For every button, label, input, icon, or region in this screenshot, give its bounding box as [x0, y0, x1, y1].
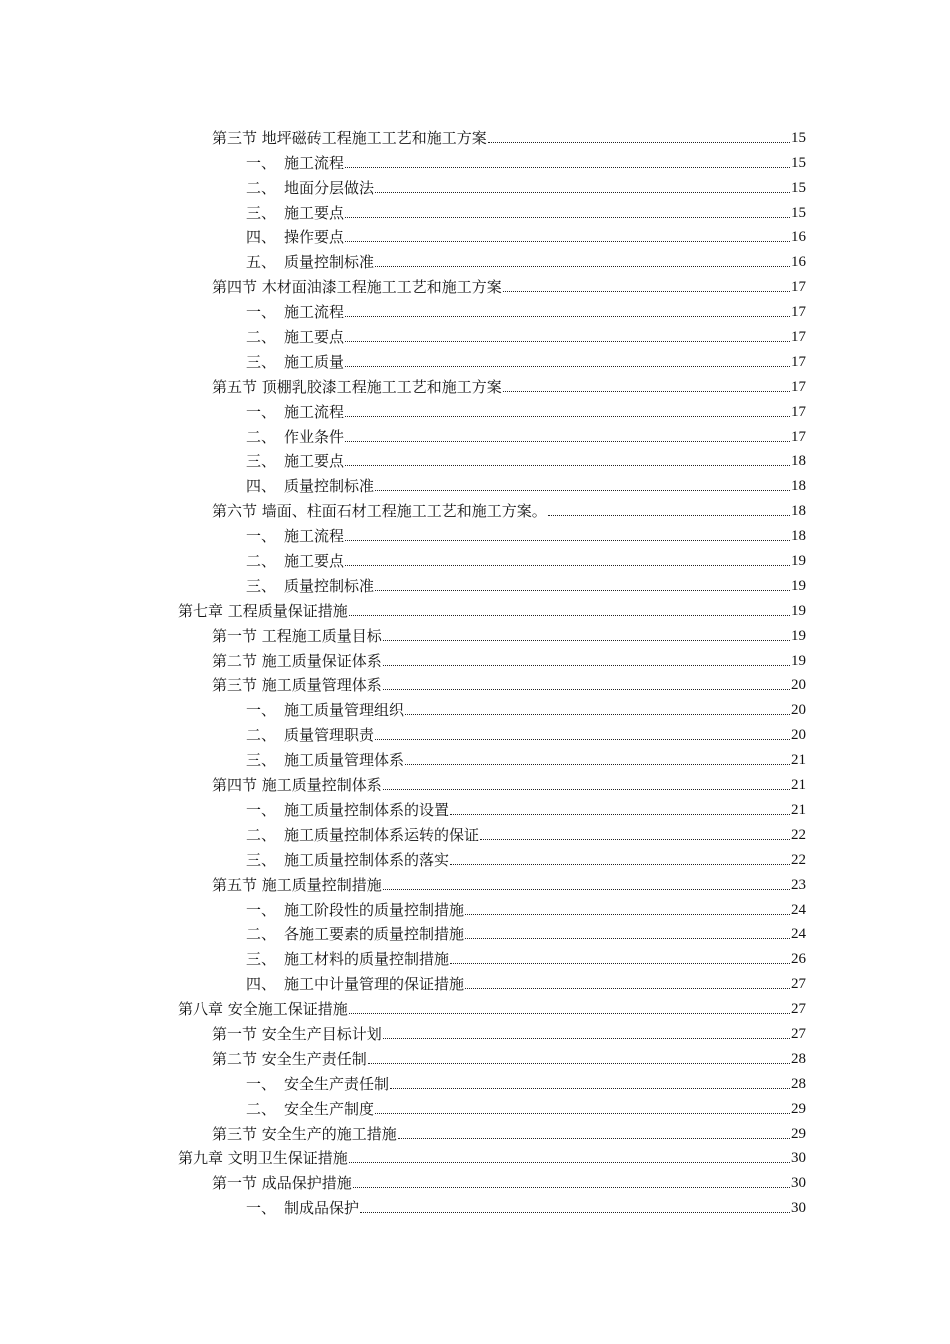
- toc-dot-leader: [375, 266, 790, 267]
- toc-entry-number: 三、: [246, 850, 277, 869]
- toc-entry-line: [212, 1025, 806, 1043]
- toc-entry-title: 施工质量: [284, 352, 345, 371]
- toc-entry-line: [246, 1075, 806, 1093]
- toc-entry-title: 安全生产目标计划: [261, 1024, 382, 1043]
- toc-dot-leader: [375, 739, 790, 740]
- toc-dot-leader: [345, 217, 790, 218]
- toc-entry-title: 施工质量控制体系运转的保证: [284, 825, 480, 844]
- toc-entry-number: 第二节: [212, 1049, 262, 1068]
- toc-entry[interactable]: [0, 124, 950, 149]
- toc-dot-leader: [465, 988, 790, 989]
- toc-entry[interactable]: [0, 970, 950, 995]
- toc-entry[interactable]: [0, 497, 950, 522]
- toc-entry-line: [246, 801, 806, 819]
- toc-entry-line: [178, 1000, 806, 1018]
- toc-entry-page-number: 28: [791, 1050, 806, 1067]
- toc-entry-line: [246, 851, 806, 869]
- toc-entry-number: 一、: [246, 1199, 277, 1218]
- toc-entry-title: 地坪磁砖工程施工工艺和施工方案: [261, 128, 487, 147]
- toc-entry-line: [212, 278, 806, 296]
- toc-entry-page-number: 19: [791, 652, 806, 669]
- toc-entry-line: [178, 602, 806, 620]
- toc-entry[interactable]: [0, 1020, 950, 1045]
- toc-entry-page-number: 15: [791, 179, 806, 196]
- toc-entry-number: 二、: [246, 178, 277, 197]
- toc-entry-line: [212, 627, 806, 645]
- toc-dot-leader: [345, 565, 790, 566]
- toc-entry-line: [178, 1149, 806, 1167]
- toc-entry[interactable]: [0, 547, 950, 572]
- toc-entry-title: 施工质量控制体系的落实: [284, 850, 450, 869]
- toc-entry[interactable]: [0, 398, 950, 423]
- toc-entry[interactable]: [0, 846, 950, 871]
- toc-dot-leader: [398, 1138, 790, 1139]
- toc-entry-line: [246, 403, 806, 421]
- toc-entry-number: 二、: [246, 925, 277, 944]
- toc-entry-page-number: 29: [791, 1100, 806, 1117]
- toc-entry-title: 地面分层做法: [284, 178, 375, 197]
- toc-entry-number: 四、: [246, 228, 277, 247]
- toc-entry-number: 二、: [246, 552, 277, 571]
- toc-entry-title: 安全生产的施工措施: [261, 1124, 397, 1143]
- toc-entry-page-number: 19: [791, 627, 806, 644]
- toc-entry-number: 第三节: [212, 1124, 262, 1143]
- toc-entry-line: [246, 975, 806, 993]
- toc-entry[interactable]: [0, 672, 950, 697]
- toc-entry[interactable]: [0, 1045, 950, 1070]
- toc-dot-leader: [349, 615, 790, 616]
- toc-entry-number: 第三节: [212, 128, 262, 147]
- toc-entry-line: [212, 129, 806, 147]
- toc-entry-title: 木材面油漆工程施工工艺和施工方案: [261, 278, 502, 297]
- toc-entry-page-number: 18: [791, 478, 806, 495]
- toc-entry[interactable]: [0, 472, 950, 497]
- toc-entry-title: 操作要点: [284, 228, 345, 247]
- toc-entry-page-number: 17: [791, 403, 806, 420]
- toc-dot-leader: [480, 839, 790, 840]
- toc-entry-number: 第六节: [212, 502, 262, 521]
- toc-entry-page-number: 27: [791, 976, 806, 993]
- toc-dot-leader: [390, 1088, 790, 1089]
- toc-entry-line: [246, 477, 806, 495]
- toc-entry[interactable]: [0, 1169, 950, 1194]
- toc-entry-line: [212, 876, 806, 894]
- toc-entry[interactable]: [0, 771, 950, 796]
- toc-entry-number: 第三节: [212, 676, 262, 695]
- toc-entry-page-number: 15: [791, 129, 806, 146]
- toc-entry-number: 第一节: [212, 1024, 262, 1043]
- toc-entry-page-number: 17: [791, 353, 806, 370]
- toc-entry-title: 安全生产制度: [284, 1099, 375, 1118]
- toc-entry-title: 施工质量管理体系: [261, 676, 382, 695]
- toc-entry[interactable]: [0, 1120, 950, 1145]
- toc-entry-title: 施工流程: [284, 527, 345, 546]
- toc-entry-page-number: 26: [791, 951, 806, 968]
- toc-entry-number: 第一节: [212, 626, 262, 645]
- toc-dot-leader: [360, 1212, 790, 1213]
- toc-entry[interactable]: [0, 796, 950, 821]
- toc-entry[interactable]: [0, 721, 950, 746]
- toc-entry-title: 施工要点: [284, 552, 345, 571]
- toc-entry[interactable]: [0, 522, 950, 547]
- toc-entry-title: 施工质量控制体系: [261, 776, 382, 795]
- toc-entry-title: 质量控制标准: [284, 253, 375, 272]
- toc-entry-number: 一、: [246, 303, 277, 322]
- toc-dot-leader: [375, 490, 790, 491]
- toc-entry-line: [212, 378, 806, 396]
- toc-entry[interactable]: [0, 1145, 950, 1170]
- toc-entry-page-number: 28: [791, 1075, 806, 1092]
- toc-dot-leader: [450, 963, 790, 964]
- toc-entry-title: 作业条件: [284, 427, 345, 446]
- toc-entry-title: 施工流程: [284, 153, 345, 172]
- toc-entry-page-number: 15: [791, 154, 806, 171]
- toc-dot-leader: [345, 366, 790, 367]
- toc-entry-line: [246, 303, 806, 321]
- toc-entry-page-number: 27: [791, 1001, 806, 1018]
- toc-entry-number: 第四节: [212, 278, 262, 297]
- toc-entry-page-number: 20: [791, 677, 806, 694]
- toc-entry-page-number: 17: [791, 428, 806, 445]
- toc-entry-page-number: 30: [791, 1175, 806, 1192]
- toc-entry-page-number: 18: [791, 503, 806, 520]
- toc-entry-line: [246, 204, 806, 222]
- toc-dot-leader: [383, 1038, 790, 1039]
- toc-entry-title: 施工质量管理体系: [284, 751, 405, 770]
- toc-dot-leader: [503, 291, 790, 292]
- toc-entry-title: 工程质量保证措施: [227, 601, 348, 620]
- toc-entry-page-number: 19: [791, 553, 806, 570]
- toc-entry-title: 施工要点: [284, 452, 345, 471]
- toc-entry-line: [246, 328, 806, 346]
- toc-entry-title: 顶棚乳胶漆工程施工工艺和施工方案: [261, 377, 502, 396]
- toc-entry-line: [246, 1199, 806, 1217]
- toc-entry[interactable]: [0, 572, 950, 597]
- toc-entry[interactable]: [0, 597, 950, 622]
- toc-entry-title: 施工流程: [284, 402, 345, 421]
- toc-entry-line: [246, 527, 806, 545]
- toc-entry-number: 二、: [246, 1099, 277, 1118]
- toc-dot-leader: [383, 665, 790, 666]
- toc-entry-number: 一、: [246, 701, 277, 720]
- toc-entry-line: [246, 1100, 806, 1118]
- toc-dot-leader: [465, 914, 790, 915]
- toc-entry-page-number: 27: [791, 1025, 806, 1042]
- toc-entry-number: 一、: [246, 800, 277, 819]
- toc-entry[interactable]: [0, 896, 950, 921]
- toc-entry-title: 质量控制标准: [284, 576, 375, 595]
- toc-entry-title: 安全生产责任制: [261, 1049, 367, 1068]
- toc-dot-leader: [345, 540, 790, 541]
- toc-entry-title: 质量管理职责: [284, 726, 375, 745]
- toc-dot-leader: [405, 764, 790, 765]
- toc-entry-title: 施工质量控制措施: [261, 875, 382, 894]
- toc-entry-number: 第八章: [178, 1000, 228, 1019]
- toc-entry-number: 三、: [246, 751, 277, 770]
- toc-entry-title: 施工中计量管理的保证措施: [284, 975, 465, 994]
- toc-entry-line: [212, 502, 806, 520]
- toc-entry-line: [246, 925, 806, 943]
- toc-entry[interactable]: [0, 423, 950, 448]
- toc-dot-leader: [345, 465, 790, 466]
- toc-dot-leader: [375, 1113, 790, 1114]
- toc-entry-number: 四、: [246, 477, 277, 496]
- toc-entry-number: 四、: [246, 975, 277, 994]
- toc-entry-number: 第二节: [212, 651, 262, 670]
- toc-entry[interactable]: [0, 1095, 950, 1120]
- toc-entry-page-number: 22: [791, 826, 806, 843]
- toc-entry[interactable]: [0, 696, 950, 721]
- toc-entry[interactable]: [0, 174, 950, 199]
- toc-entry-title: 施工要点: [284, 328, 345, 347]
- toc-entry-number: 一、: [246, 527, 277, 546]
- toc-entry[interactable]: [0, 149, 950, 174]
- toc-dot-leader: [405, 714, 790, 715]
- toc-entry[interactable]: [0, 199, 950, 224]
- toc-dot-leader: [383, 689, 790, 690]
- toc-entry[interactable]: [0, 1070, 950, 1095]
- toc-entry-line: [246, 826, 806, 844]
- toc-entry-number: 第五节: [212, 875, 262, 894]
- toc-entry-line: [212, 1050, 806, 1068]
- toc-entry-page-number: 24: [791, 901, 806, 918]
- toc-entry-number: 三、: [246, 452, 277, 471]
- toc-entry-line: [246, 577, 806, 595]
- toc-entry-line: [246, 228, 806, 246]
- toc-entry-page-number: 24: [791, 926, 806, 943]
- toc-entry[interactable]: [0, 821, 950, 846]
- toc-entry-page-number: 18: [791, 528, 806, 545]
- toc-entry-number: 三、: [246, 203, 277, 222]
- toc-entry-page-number: 30: [791, 1150, 806, 1167]
- toc-entry-number: 三、: [246, 950, 277, 969]
- toc-entry-title: 质量控制标准: [284, 477, 375, 496]
- toc-dot-leader: [345, 416, 790, 417]
- toc-dot-leader: [368, 1063, 790, 1064]
- toc-dot-leader: [450, 864, 790, 865]
- toc-entry-page-number: 21: [791, 801, 806, 818]
- toc-entry-title: 施工质量控制体系的设置: [284, 800, 450, 819]
- toc-entry-line: [246, 901, 806, 919]
- toc-entry-number: 三、: [246, 352, 277, 371]
- toc-entry-title: 施工流程: [284, 303, 345, 322]
- toc-entry-line: [246, 179, 806, 197]
- toc-entry-page-number: 20: [791, 702, 806, 719]
- toc-entry-title: 工程施工质量目标: [261, 626, 382, 645]
- toc-entry-title: 各施工要素的质量控制措施: [284, 925, 465, 944]
- toc-entry-number: 二、: [246, 825, 277, 844]
- toc-entry-page-number: 29: [791, 1125, 806, 1142]
- toc-entry[interactable]: [0, 995, 950, 1020]
- toc-entry-number: 一、: [246, 900, 277, 919]
- toc-entry-page-number: 19: [791, 602, 806, 619]
- toc-entry-number: 第七章: [178, 601, 228, 620]
- toc-entry-title: 安全生产责任制: [284, 1074, 390, 1093]
- toc-dot-leader: [349, 1162, 790, 1163]
- toc-dot-leader: [548, 515, 790, 516]
- toc-entry-title: 文明卫生保证措施: [227, 1149, 348, 1168]
- toc-entry-page-number: 30: [791, 1200, 806, 1217]
- toc-entry[interactable]: [0, 622, 950, 647]
- toc-entry-line: [212, 652, 806, 670]
- toc-entry-number: 第四节: [212, 776, 262, 795]
- toc-dot-leader: [488, 142, 790, 143]
- toc-entry-line: [246, 253, 806, 271]
- toc-entry-line: [246, 428, 806, 446]
- toc-entry-number: 一、: [246, 1074, 277, 1093]
- toc-entry-page-number: 16: [791, 254, 806, 271]
- toc-entry-page-number: 17: [791, 304, 806, 321]
- toc-dot-leader: [503, 391, 790, 392]
- toc-dot-leader: [349, 1013, 790, 1014]
- toc-dot-leader: [383, 889, 790, 890]
- toc-entry-line: [246, 701, 806, 719]
- toc-entry-page-number: 20: [791, 727, 806, 744]
- toc-entry-line: [246, 751, 806, 769]
- toc-entry[interactable]: [0, 921, 950, 946]
- toc-entry-page-number: 15: [791, 204, 806, 221]
- toc-entry-title: 安全施工保证措施: [227, 1000, 348, 1019]
- toc-entry[interactable]: [0, 248, 950, 273]
- toc-entry-line: [212, 776, 806, 794]
- toc-dot-leader: [383, 789, 790, 790]
- toc-entry-number: 第九章: [178, 1149, 228, 1168]
- toc-entry-line: [246, 353, 806, 371]
- toc-entry-page-number: 21: [791, 777, 806, 794]
- toc-dot-leader: [345, 441, 790, 442]
- toc-entry-page-number: 19: [791, 577, 806, 594]
- toc-entry-line: [212, 676, 806, 694]
- toc-entry-page-number: 23: [791, 876, 806, 893]
- toc-entry-page-number: 17: [791, 329, 806, 346]
- toc-entry-title: 施工材料的质量控制措施: [284, 950, 450, 969]
- toc-dot-leader: [345, 167, 790, 168]
- toc-entry-title: 施工质量保证体系: [261, 651, 382, 670]
- toc-entry-line: [246, 950, 806, 968]
- toc-entry[interactable]: [0, 298, 950, 323]
- table-of-contents: [0, 124, 950, 1219]
- toc-entry[interactable]: [0, 273, 950, 298]
- toc-entry[interactable]: [0, 647, 950, 672]
- toc-entry[interactable]: [0, 224, 950, 249]
- toc-entry[interactable]: [0, 746, 950, 771]
- toc-dot-leader: [465, 938, 790, 939]
- toc-entry-title: 施工要点: [284, 203, 345, 222]
- toc-entry[interactable]: [0, 945, 950, 970]
- toc-entry[interactable]: [0, 1194, 950, 1219]
- toc-entry-line: [246, 552, 806, 570]
- toc-entry-number: 一、: [246, 402, 277, 421]
- toc-entry-line: [212, 1174, 806, 1192]
- toc-entry-number: 二、: [246, 427, 277, 446]
- toc-entry-number: 二、: [246, 726, 277, 745]
- toc-entry-line: [246, 726, 806, 744]
- toc-entry-title: 制成品保护: [284, 1199, 360, 1218]
- toc-entry-page-number: 17: [791, 378, 806, 395]
- toc-entry-title: 施工阶段性的质量控制措施: [284, 900, 465, 919]
- toc-entry-number: 五、: [246, 253, 277, 272]
- toc-dot-leader: [345, 316, 790, 317]
- toc-entry-page-number: 17: [791, 279, 806, 296]
- toc-entry-number: 第一节: [212, 1174, 262, 1193]
- toc-entry[interactable]: [0, 871, 950, 896]
- toc-entry-line: [212, 1125, 806, 1143]
- toc-dot-leader: [375, 192, 790, 193]
- toc-entry-number: 第五节: [212, 377, 262, 396]
- toc-entry-title: 施工质量管理组织: [284, 701, 405, 720]
- toc-dot-leader: [375, 590, 790, 591]
- toc-entry-title: 墙面、柱面石材工程施工工艺和施工方案。: [261, 502, 547, 521]
- toc-entry[interactable]: [0, 448, 950, 473]
- toc-entry-page-number: 22: [791, 851, 806, 868]
- toc-entry-line: [246, 154, 806, 172]
- toc-entry-line: [246, 452, 806, 470]
- toc-entry-title: 成品保护措施: [261, 1174, 352, 1193]
- toc-entry[interactable]: [0, 348, 950, 373]
- toc-dot-leader: [345, 341, 790, 342]
- toc-dot-leader: [345, 241, 790, 242]
- toc-entry-page-number: 18: [791, 453, 806, 470]
- toc-entry-page-number: 16: [791, 229, 806, 246]
- toc-dot-leader: [383, 640, 790, 641]
- toc-entry-page-number: 21: [791, 752, 806, 769]
- toc-entry[interactable]: [0, 323, 950, 348]
- toc-entry-number: 一、: [246, 153, 277, 172]
- toc-entry[interactable]: [0, 373, 950, 398]
- toc-dot-leader: [353, 1187, 790, 1188]
- toc-entry-number: 二、: [246, 328, 277, 347]
- toc-dot-leader: [450, 814, 790, 815]
- toc-entry-number: 三、: [246, 576, 277, 595]
